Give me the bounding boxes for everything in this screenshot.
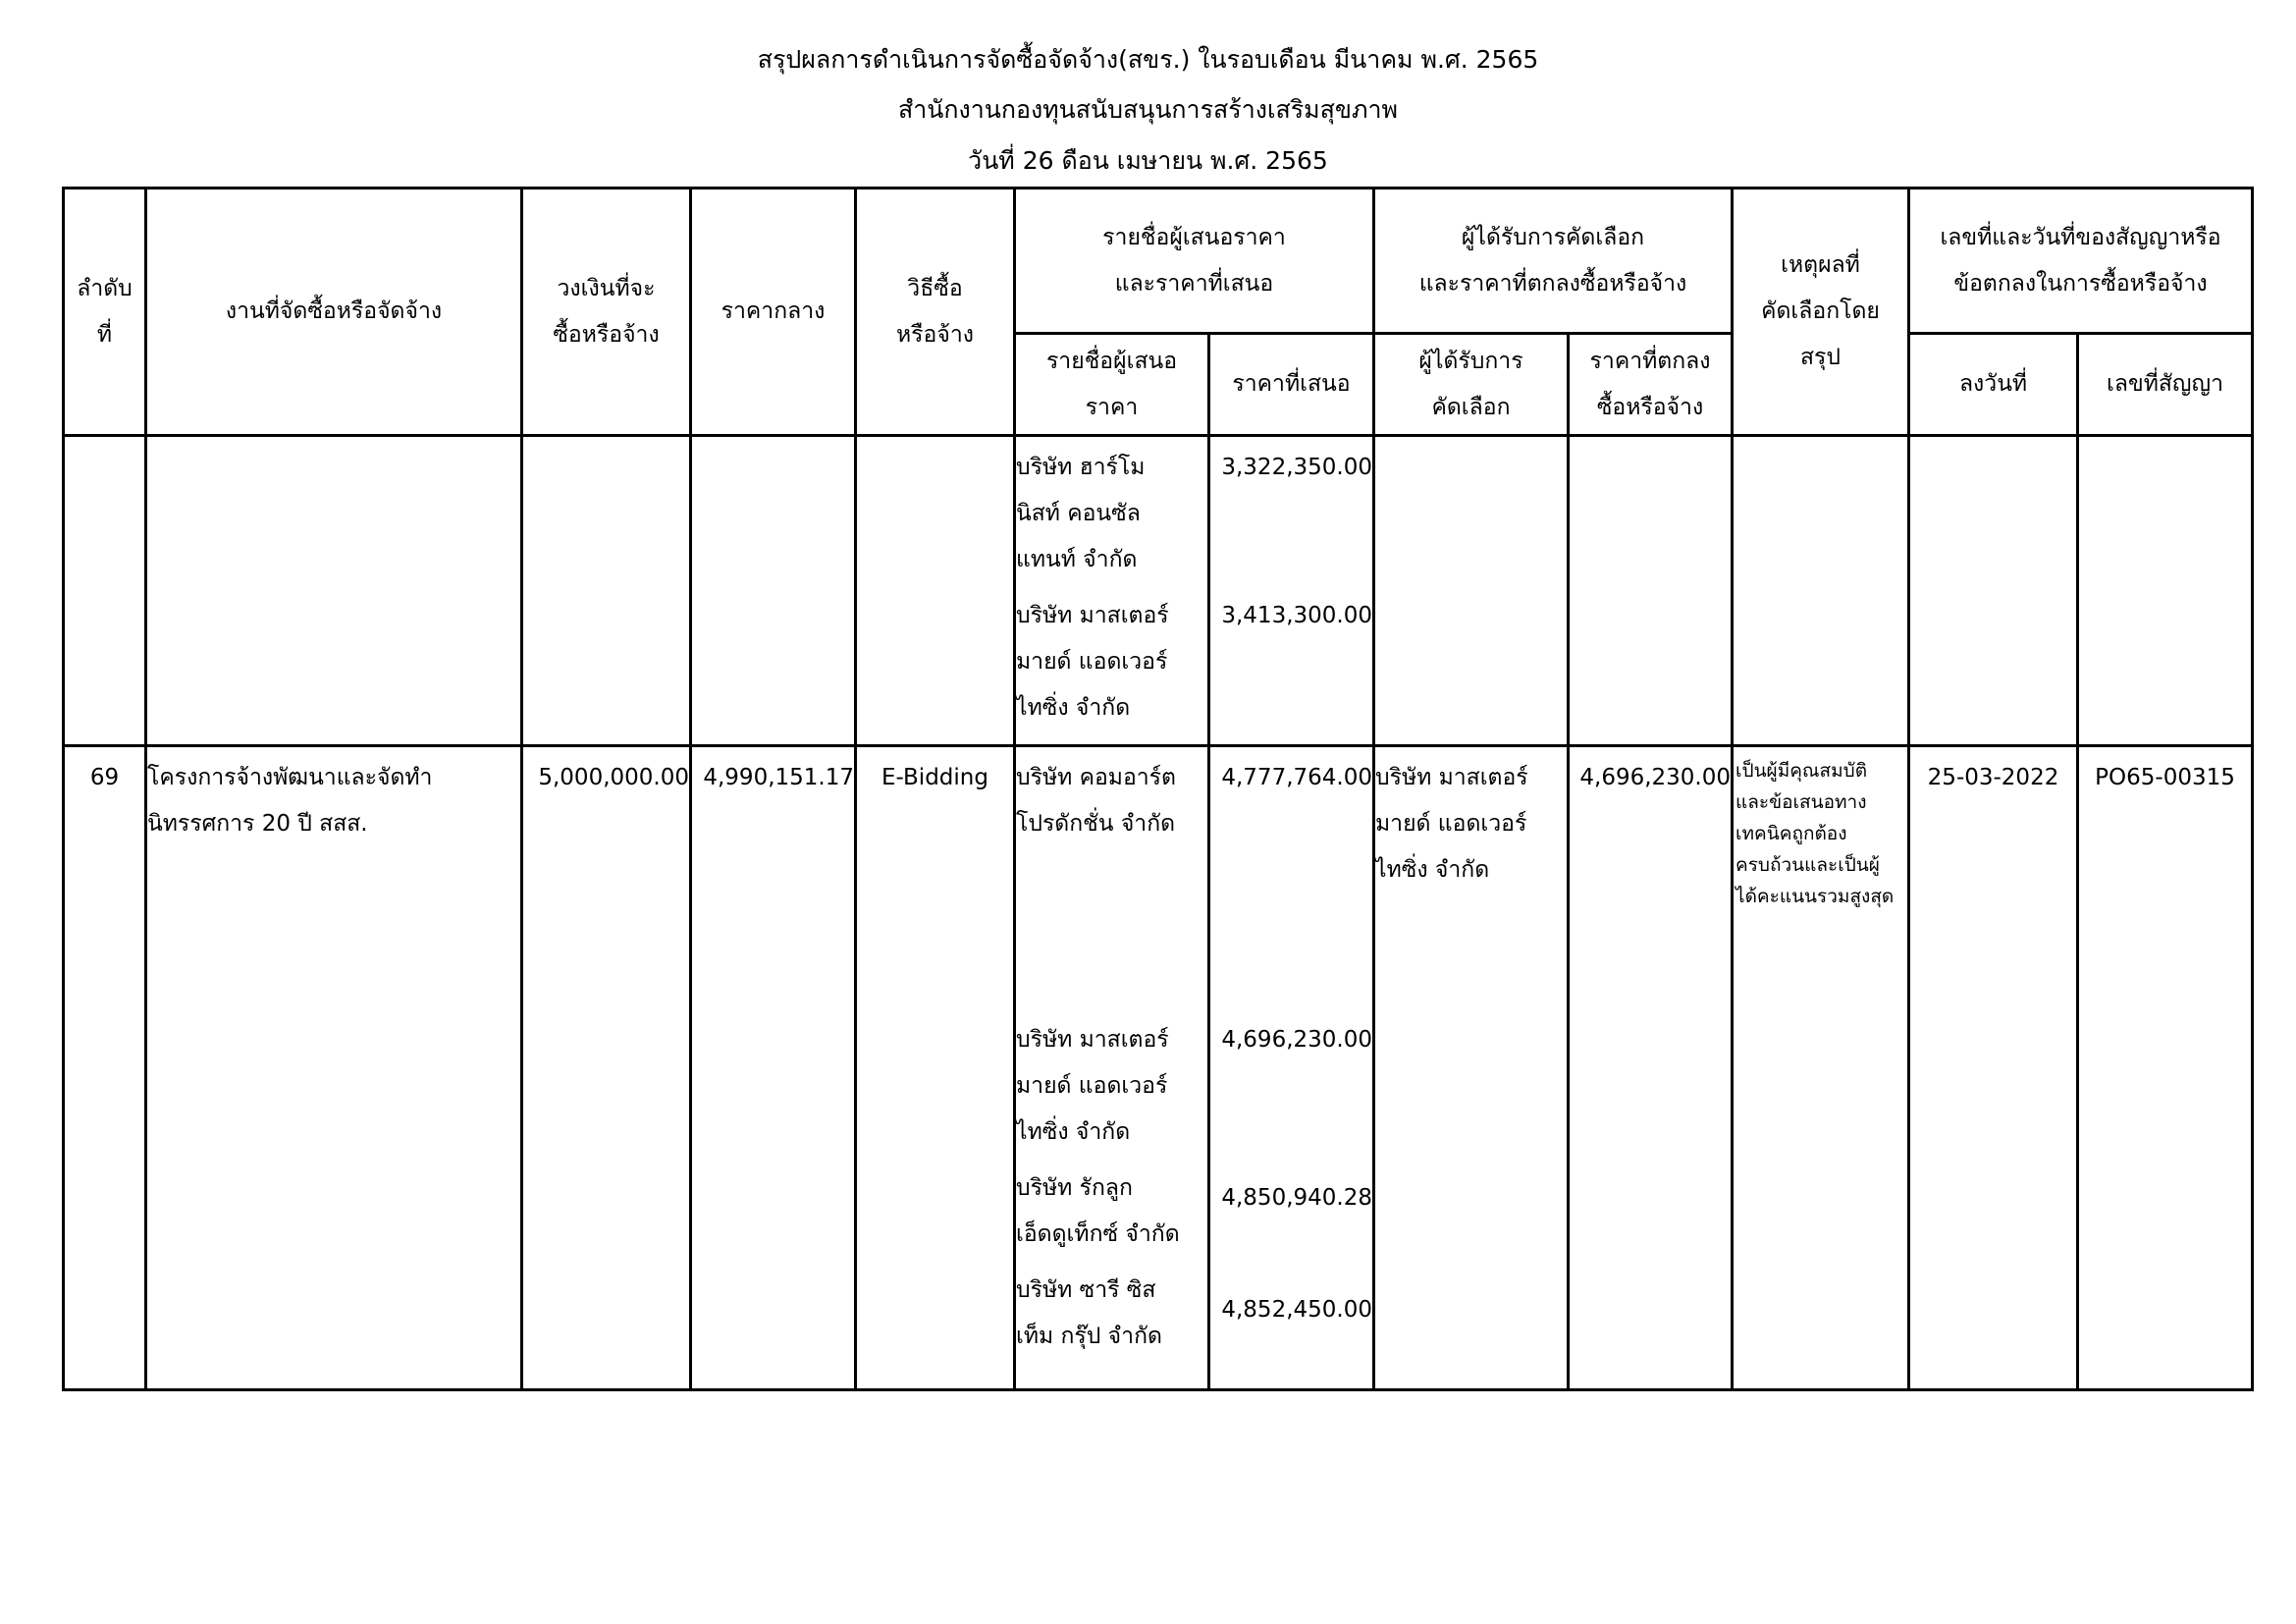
- order-cell: 69: [64, 746, 146, 1390]
- bid-price: 4,777,764.00: [1221, 765, 1372, 790]
- agency-name: สำนักงานกองทุนสนับสนุนการสร้างเสริมสุขภาพ: [897, 95, 1399, 124]
- selected-cell: [1374, 436, 1569, 746]
- bidder-name: บริษัท ซารี ซิส เท็ม กรุ๊ป จำกัด: [1016, 1277, 1162, 1349]
- bid-price: 3,322,350.00: [1221, 455, 1372, 480]
- agreed-price-cell: 4,696,230.00: [1569, 746, 1733, 1390]
- reason-cell: [1733, 436, 1909, 746]
- col-reason: เหตุผลที่ คัดเลือกโดย สรุป: [1733, 189, 1909, 436]
- col-budget: วงเงินที่จะ ซื้อหรือจ้าง: [522, 189, 691, 436]
- work-cell: โครงการจ้างพัฒนาและจัดทำ นิทรรศการ 20 ปี สสส.: [146, 746, 522, 1390]
- bid-price: 4,852,450.00: [1221, 1297, 1372, 1323]
- bidder-name: บริษัท รักลูก เอ็ดดูเท็กซ์ จำกัด: [1016, 1175, 1180, 1247]
- contract-no-cell: [2078, 436, 2253, 746]
- bid-price: 4,696,230.00: [1221, 1027, 1372, 1053]
- table-row: [64, 436, 2253, 746]
- selected-cell: บริษัท มาสเตอร์ มายด์ แอดเวอร์ ไทซิ่ง จำกัด: [1374, 746, 1569, 1390]
- reason-cell: เป็นผู้มีคุณสมบัติ และข้อเสนอทาง เทคนิคถูกต้อง ครบถ้วนและเป็นผู้ ได้คะแนนรวมสูงสุด: [1733, 746, 1909, 1390]
- col-agreed-price: ราคาที่ตกลง ซื้อหรือจ้าง: [1569, 334, 1733, 436]
- bidder-name: บริษัท มาสเตอร์ มายด์ แอดเวอร์ ไทซิ่ง จำกัด: [1016, 603, 1169, 721]
- contract-date-cell: 25-03-2022: [1909, 746, 2078, 1390]
- procurement-table: [62, 187, 2254, 1391]
- bidder-name: บริษัท มาสเตอร์ มายด์ แอดเวอร์ ไทซิ่ง จำกัด: [1016, 1027, 1169, 1145]
- col-bidders-group: รายชื่อผู้เสนอราคา และราคาที่เสนอ: [1015, 189, 1374, 334]
- report-title: สรุปผลการดำเนินการจัดซื้อจัดจ้าง(สขร.) ในรอบเดือน มีนาคม พ.ศ. 2565: [757, 45, 1539, 74]
- bid-prices-cell: [1209, 746, 1374, 1390]
- col-contract-group: เลขที่และวันที่ของสัญญาหรือ ข้อตกลงในการซื้อหรือจ้าง: [1909, 189, 2253, 334]
- col-selected-name: ผู้ได้รับการ คัดเลือก: [1374, 334, 1569, 436]
- bid-prices-cell: [1209, 436, 1374, 746]
- bid-price: 4,850,940.28: [1221, 1185, 1372, 1211]
- header-row-top: [64, 189, 2253, 334]
- bid-price: 3,413,300.00: [1221, 603, 1372, 628]
- bidder-names-cell: [1015, 436, 1209, 746]
- col-work: งานที่จัดซื้อหรือจัดจ้าง: [146, 189, 522, 436]
- agreed-price-cell: [1569, 436, 1733, 746]
- col-order: ลำดับ ที่: [64, 189, 146, 436]
- contract-date-cell: [1909, 436, 2078, 746]
- budget-cell: 5,000,000.00: [522, 746, 691, 1390]
- method-cell: E-Bidding: [856, 746, 1015, 1390]
- budget-cell: [522, 436, 691, 746]
- col-bidder-name: รายชื่อผู้เสนอ ราคา: [1015, 334, 1209, 436]
- method-cell: [856, 436, 1015, 746]
- median-cell: 4,990,151.17: [691, 746, 856, 1390]
- col-selected-group: ผู้ได้รับการคัดเลือก และราคาที่ตกลงซื้อหรือจ้าง: [1374, 189, 1733, 334]
- contract-no-cell: PO65-00315: [2078, 746, 2253, 1390]
- bidder-name: บริษัท ฮาร์โม นิสท์ คอนซัล แทนท์ จำกัด: [1016, 455, 1146, 572]
- col-median: ราคากลาง: [691, 189, 856, 436]
- report-date: วันที่ 26 ดือน เมษายน พ.ศ. 2565: [968, 146, 1328, 175]
- bidder-names-cell: [1015, 746, 1209, 1390]
- col-contract-date: ลงวันที่: [1909, 334, 2078, 436]
- order-cell: [64, 436, 146, 746]
- work-cell: [146, 436, 522, 746]
- col-bid-price: ราคาที่เสนอ: [1209, 334, 1374, 436]
- bidder-name: บริษัท คอมอาร์ต โปรดักชั่น จำกัด: [1016, 765, 1176, 837]
- median-cell: [691, 436, 856, 746]
- col-contract-no: เลขที่สัญญา: [2078, 334, 2253, 436]
- table-row: [64, 746, 2253, 1390]
- col-method: วิธีซื้อ หรือจ้าง: [856, 189, 1015, 436]
